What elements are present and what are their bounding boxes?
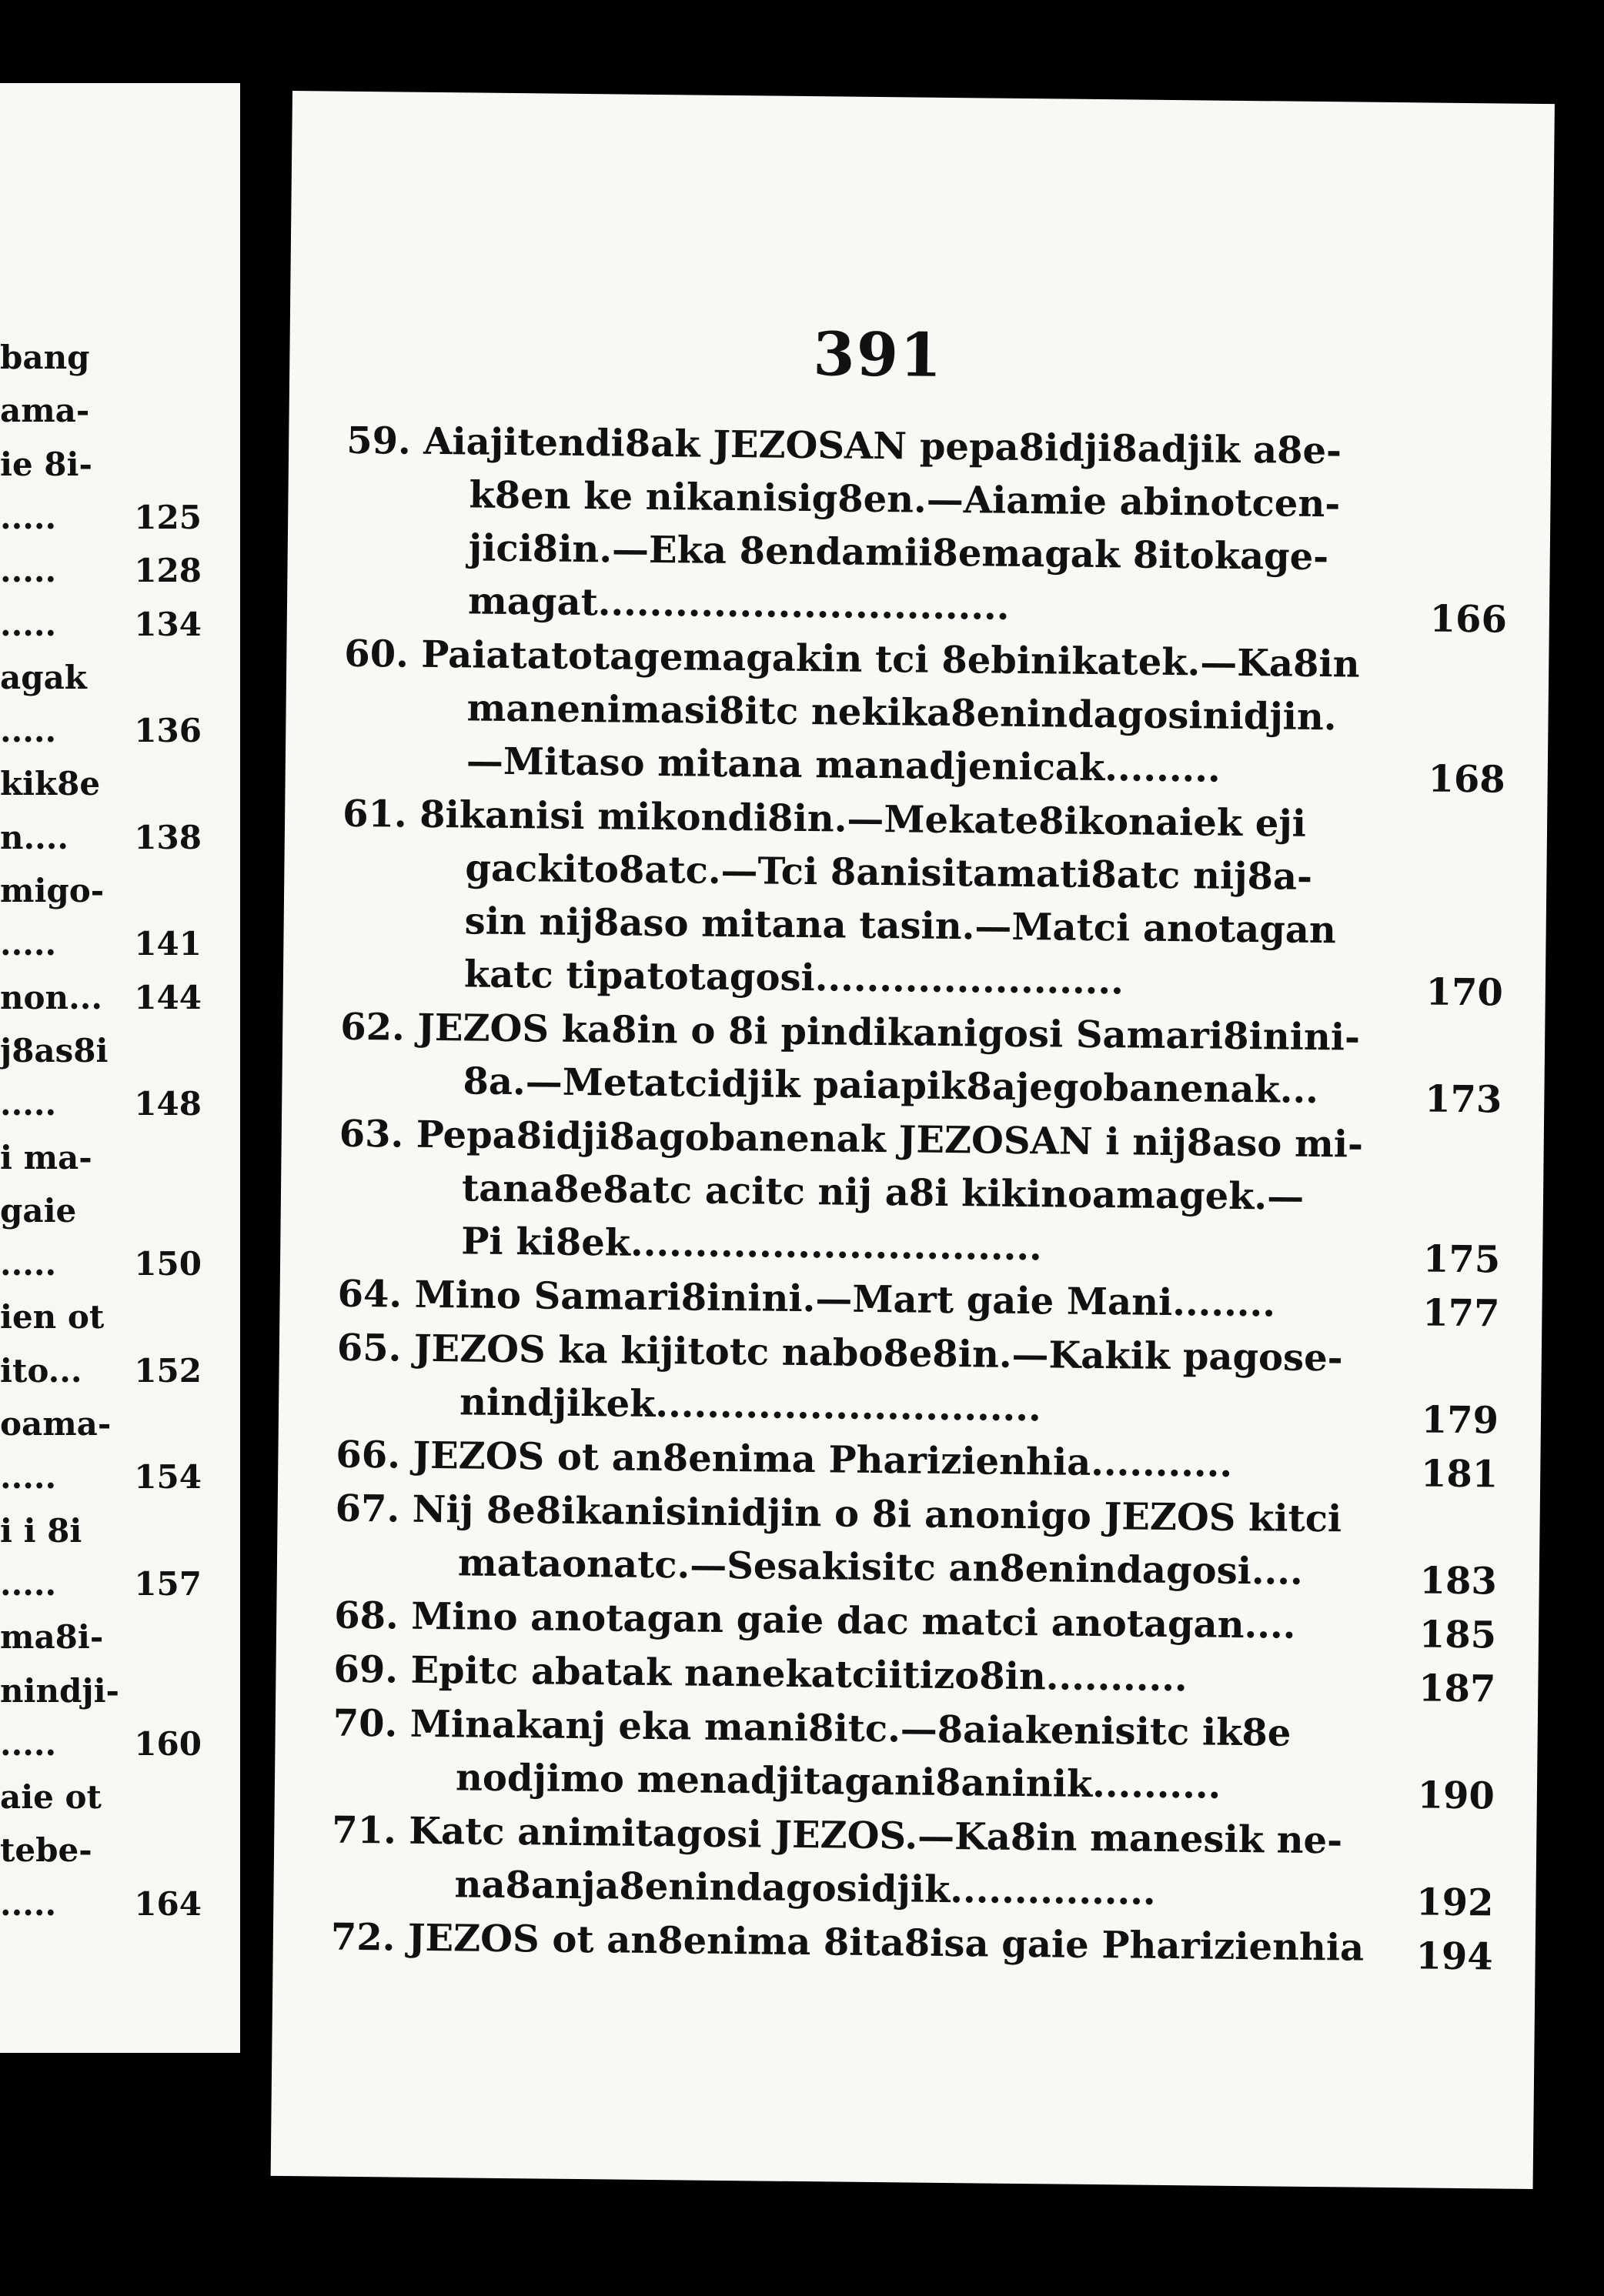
left-toc-text: .....	[0, 1458, 57, 1497]
left-toc-line	[0, 1778, 231, 1827]
left-toc-page-ref: 157	[134, 1564, 202, 1603]
toc-entry-text: 8a.—Metatcidjik paiapik8ajegobanenak...	[463, 1060, 1319, 1113]
left-toc-line	[0, 1245, 231, 1294]
left-toc-line	[0, 1085, 231, 1134]
left-toc-text: n....	[0, 818, 69, 856]
toc-entry-number: 62.	[339, 1005, 406, 1050]
toc-entry-text: magat................................	[467, 579, 1010, 629]
left-toc-text: agak	[0, 658, 87, 696]
toc-entry-text: gackito8atc.—Tci 8anisitamati8atc nij8a-	[465, 846, 1313, 899]
toc-entry-text: JEZOS ot an8enima Pharizienhia...........	[413, 1433, 1233, 1486]
toc-entry-number: 69.	[333, 1647, 399, 1692]
toc-entry-text: 8ikanisi mikondi8in.—Mekate8ikonaiek eji	[419, 793, 1307, 846]
left-toc-page-ref: 160	[134, 1724, 202, 1763]
toc-entry	[331, 1804, 1494, 1923]
left-toc-line	[0, 392, 231, 441]
left-toc-line	[0, 765, 231, 814]
toc-entry-text: JEZOS ka8in o 8i pindikanigosi Samari8inini-	[416, 1006, 1361, 1060]
toc-entry	[335, 1483, 1498, 1604]
left-toc-page-ref: 152	[134, 1351, 202, 1390]
left-toc-text: .....	[0, 498, 57, 536]
toc-entry-number: 60.	[344, 632, 409, 676]
toc-entry-text: Pi ki8ek................................	[461, 1220, 1043, 1270]
toc-entry-text: sin nij8aso mitana tasin.—Matci anotagan	[464, 899, 1337, 953]
left-toc-page-ref: 134	[134, 605, 202, 643]
left-toc-page-ref: 148	[134, 1085, 202, 1123]
toc-entry-text: Pepa8idji8agobanenak JEZOSAN i nij8aso mi-	[416, 1113, 1364, 1166]
left-toc-text: j8as8i	[0, 1031, 109, 1070]
left-toc-line	[0, 979, 231, 1028]
left-toc-line	[0, 446, 231, 495]
left-toc-line	[0, 1512, 231, 1561]
toc-entry-text: jici8in.—Eka 8endamii8emagak 8itokage-	[468, 526, 1329, 579]
left-toc-text: .....	[0, 1884, 57, 1923]
toc-page-ref: 185	[1419, 1613, 1497, 1657]
toc-page-ref: 187	[1418, 1667, 1496, 1711]
toc-entry	[339, 1001, 1502, 1120]
left-toc-line	[0, 1618, 231, 1667]
left-toc-text: .....	[0, 605, 57, 643]
toc-entry-text: nodjimo menadjitagani8aninik..........	[455, 1756, 1221, 1807]
left-toc-text: .....	[0, 1564, 57, 1603]
left-toc-text: .....	[0, 1724, 57, 1763]
page-number: 391	[812, 319, 944, 391]
toc-entry-text: Paiatatotagemagakin tci 8ebinikatek.—Ka8in	[421, 632, 1360, 686]
toc-entry-number: 68.	[333, 1594, 399, 1638]
toc-entry-text: tana8e8atc acitc nij a8i kikinoamagek.—	[461, 1166, 1305, 1219]
left-toc-page-ref: 125	[134, 498, 202, 536]
left-toc-text: ien ot	[0, 1298, 105, 1337]
left-toc-line	[0, 606, 231, 655]
toc-page-ref: 181	[1420, 1452, 1499, 1497]
toc-page-ref: 177	[1422, 1291, 1500, 1336]
toc-entry-text: Mino Samari8inini.—Mart gaie Mani........	[414, 1273, 1276, 1326]
left-toc-text: .....	[0, 925, 57, 963]
left-toc-text: tebe-	[0, 1831, 92, 1870]
toc-entry	[341, 788, 1505, 1013]
left-toc-text: .....	[0, 552, 57, 590]
left-page	[0, 83, 240, 2053]
toc-page-ref: 190	[1417, 1774, 1495, 1818]
toc-entry-text: katc tipatotagosi........................	[463, 953, 1124, 1003]
toc-entry-number: 71.	[332, 1808, 397, 1853]
right-page	[271, 91, 1555, 2189]
left-toc-text: ie 8i-	[0, 445, 92, 483]
toc-entry-number: 61.	[342, 792, 407, 836]
left-toc-text: .....	[0, 712, 57, 750]
toc-entry-text: Minakanj eka mani8itc.—8aiakenisitc ik8e	[409, 1702, 1292, 1755]
left-toc-page-ref: 136	[134, 712, 202, 750]
toc-entry	[343, 628, 1507, 802]
toc-entry-text: Katc animitagosi JEZOS.—Ka8in manesik ne-	[409, 1809, 1343, 1863]
toc-page-ref: 166	[1429, 597, 1508, 642]
toc-entry-number: 63.	[339, 1112, 404, 1156]
left-toc-line	[0, 1139, 231, 1188]
toc-page-ref: 170	[1425, 970, 1504, 1015]
left-toc-text: migo-	[0, 872, 105, 909]
left-toc-line	[0, 499, 231, 548]
left-toc-line	[0, 552, 231, 601]
toc-entry-number: 70.	[332, 1701, 398, 1746]
toc-entry-number: 64.	[337, 1272, 403, 1317]
toc-entry-text: JEZOS ot an8enima 8ita8isa gaie Pharizienhia	[407, 1916, 1365, 1970]
toc-entry-number: 66.	[336, 1433, 401, 1477]
toc-entry-text: JEZOS ka kijitotc nabo8e8in.—Kakik pagose-	[413, 1327, 1343, 1380]
left-toc-page-ref: 144	[134, 978, 202, 1016]
toc-page-ref: 173	[1424, 1077, 1502, 1122]
left-toc-line	[0, 1885, 231, 1934]
left-toc-line	[0, 819, 231, 868]
left-toc-line	[0, 712, 231, 761]
left-toc-text: i i 8i	[0, 1511, 82, 1550]
left-toc-line	[0, 925, 231, 974]
left-toc-line	[0, 339, 231, 388]
left-toc-line	[0, 1725, 231, 1774]
toc-entry-line	[331, 1911, 1494, 1977]
toc-entry-text: nindjikek..............................	[459, 1380, 1041, 1430]
left-toc-line	[0, 1831, 231, 1881]
left-toc-text: non...	[0, 978, 102, 1016]
toc-entry-number: 67.	[335, 1487, 400, 1531]
left-toc-text: i ma-	[0, 1138, 92, 1176]
left-toc-line	[0, 1298, 231, 1347]
left-toc-line	[0, 1405, 231, 1454]
toc-page-ref: 192	[1415, 1881, 1494, 1925]
left-toc-text: ma8i-	[0, 1618, 104, 1657]
toc-page-ref: 175	[1422, 1237, 1501, 1282]
toc-page-ref: 183	[1419, 1559, 1498, 1604]
left-toc-page-ref: 164	[134, 1884, 202, 1923]
left-toc-line	[0, 1032, 231, 1081]
toc-entry-text: —Mitaso mitana manadjenicak.........	[466, 739, 1221, 791]
toc-entry	[345, 415, 1509, 642]
toc-entry-number: 72.	[330, 1915, 396, 1960]
left-toc-line	[0, 659, 231, 708]
left-toc-text: nindji-	[0, 1671, 119, 1710]
left-toc-page-ref: 138	[134, 818, 202, 856]
left-toc-line	[0, 1352, 231, 1401]
left-toc-text: gaie	[0, 1191, 77, 1230]
toc-entry	[336, 1322, 1499, 1443]
toc-entry-text: k8en ke nikanisig8en.—Aiamie abinotcen-	[469, 473, 1341, 526]
left-toc-text: ito...	[0, 1351, 82, 1390]
toc-page-ref: 179	[1421, 1398, 1499, 1443]
left-toc-line	[0, 1672, 231, 1721]
toc-entry-text: Nij 8e8ikanisinidjin o 8i anonigo JEZOS kitci	[412, 1487, 1342, 1541]
toc-entry	[331, 1911, 1494, 1977]
left-toc-text: ama-	[0, 392, 90, 430]
left-toc-page-ref: 141	[134, 925, 202, 963]
left-toc-line	[0, 872, 231, 921]
toc-entry-text: Aiajitendi8ak JEZOSAN pepa8idji8adjik a8e-	[423, 419, 1342, 473]
left-toc-text: kik8e	[0, 765, 101, 803]
left-toc-page-ref: 128	[134, 552, 202, 590]
toc-entry	[338, 1108, 1502, 1280]
toc-entry-text: na8anja8enindagosidjik................	[454, 1863, 1156, 1914]
toc-entry-text: mataonatc.—Sesakisitc an8enindagosi....	[457, 1541, 1304, 1594]
left-toc-text: bang	[0, 339, 90, 376]
left-toc-text: oama-	[0, 1405, 112, 1443]
left-toc-line	[0, 1565, 231, 1614]
toc-entry	[332, 1697, 1495, 1816]
toc-page-ref: 168	[1428, 757, 1506, 802]
left-toc-line	[0, 1458, 231, 1507]
toc-entry-text: Epitc abatak nanekatciitizo8in...........	[410, 1648, 1188, 1700]
toc-entry-number: 59.	[346, 419, 412, 463]
toc-entry-text: manenimasi8itc nekika8enindagosinidjin.	[466, 686, 1337, 739]
left-toc-text: aie ot	[0, 1778, 102, 1817]
left-toc-page-ref: 150	[134, 1245, 202, 1283]
left-toc-text: .....	[0, 1085, 57, 1123]
left-toc-line	[0, 1192, 231, 1241]
left-toc-page-ref: 154	[134, 1458, 202, 1497]
toc-entry-text: Mino anotagan gaie dac matci anotagan....	[410, 1594, 1296, 1647]
toc-entry-number: 65.	[336, 1326, 402, 1370]
left-toc-text: .....	[0, 1245, 57, 1283]
toc-page-ref: 194	[1415, 1934, 1493, 1979]
